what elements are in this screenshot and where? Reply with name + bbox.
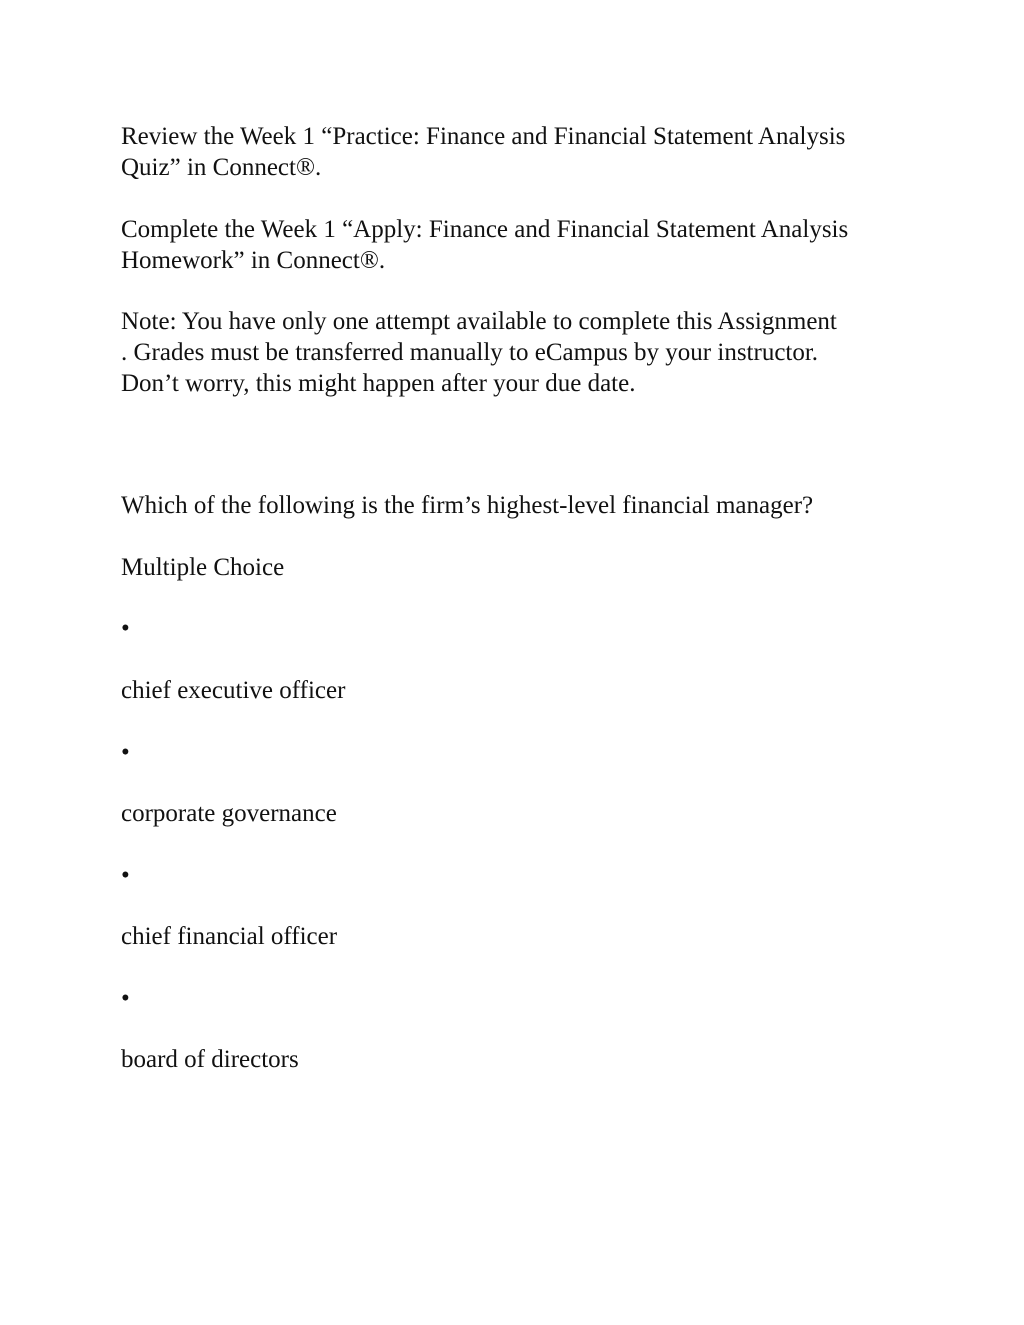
question-prompt: Which of the following is the firm’s highest-level financial manager? (121, 492, 814, 519)
complete-instruction-line-1: Complete the Week 1 “Apply: Finance and Financial Statement Analysis (121, 216, 849, 243)
option-corporate-governance[interactable]: corporate governance (121, 800, 337, 827)
option-bullet-4: • (121, 985, 130, 1012)
option-bullet-3: • (121, 862, 130, 889)
option-bullet-2: • (121, 739, 130, 766)
option-bullet-1: • (121, 615, 130, 642)
option-chief-financial-officer[interactable]: chief financial officer (121, 923, 338, 950)
option-board-of-directors[interactable]: board of directors (121, 1046, 299, 1073)
note-line-1: Note: You have only one attempt available to complete this Assignment (121, 308, 837, 335)
note-line-2: . Grades must be transferred manually to eCampus by your instructor. (121, 339, 819, 366)
option-chief-executive-officer[interactable]: chief executive officer (121, 677, 346, 704)
review-instruction-line-2: Quiz” in Connect®. (121, 154, 322, 181)
question-type-label: Multiple Choice (121, 554, 285, 581)
complete-instruction-line-2: Homework” in Connect®. (121, 247, 386, 274)
note-line-3: Don’t worry, this might happen after your due date. (121, 370, 636, 397)
review-instruction-line-1: Review the Week 1 “Practice: Finance and Financial Statement Analysis (121, 123, 846, 150)
